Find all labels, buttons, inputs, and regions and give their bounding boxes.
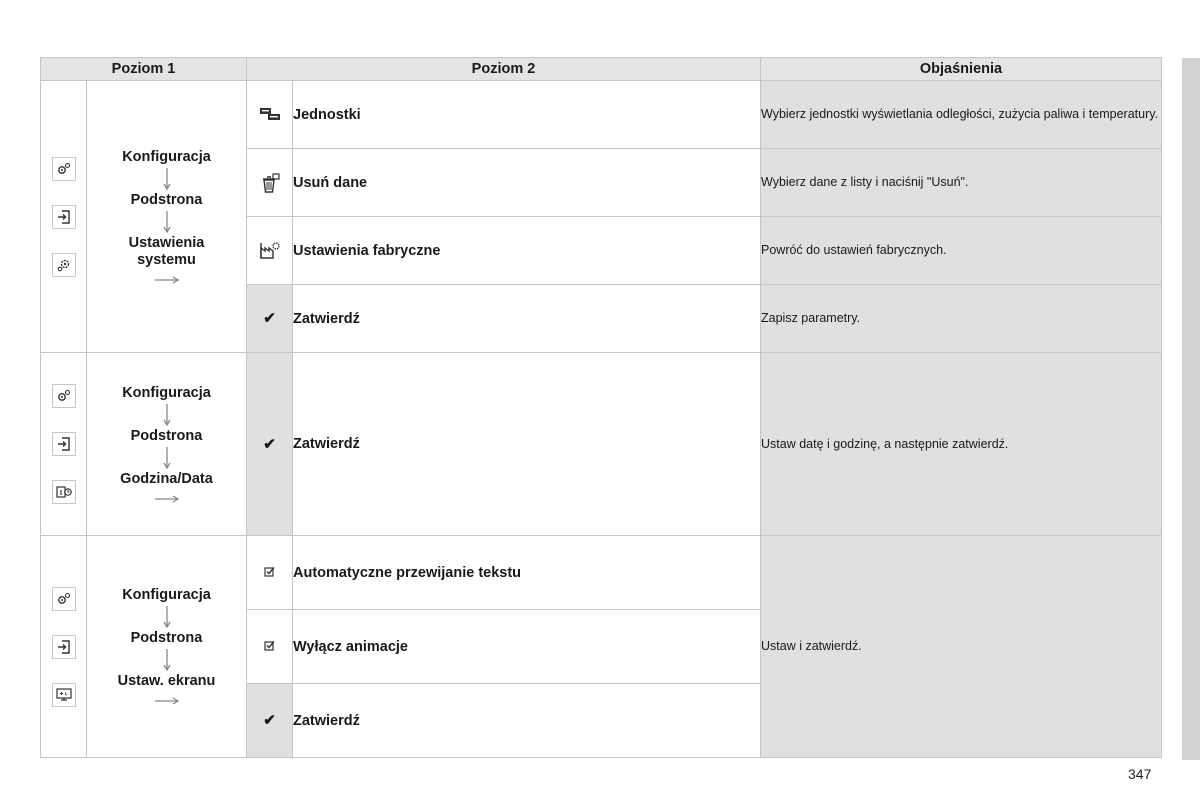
header-explanations: Objaśnienia xyxy=(761,58,1162,81)
level2-label: Zatwierdź xyxy=(293,353,761,536)
units-icon xyxy=(247,81,293,149)
explanation: Wybierz jednostki wyświetlania odległości, zużycia paliwa i temperatury. xyxy=(761,81,1162,149)
path-step: Ustawienia systemu xyxy=(128,234,205,268)
side-tab xyxy=(1182,58,1200,760)
path-step: Podstrona xyxy=(130,191,203,208)
header-row xyxy=(41,58,1162,81)
path-step: Podstrona xyxy=(130,630,203,646)
gears-icon xyxy=(52,587,76,611)
explanation: Ustaw i zatwierdź. xyxy=(761,536,1162,758)
arrow-down-icon xyxy=(162,210,172,234)
level1-icons xyxy=(41,536,87,758)
arrow-down-icon xyxy=(162,446,172,470)
path-step: Podstrona xyxy=(130,427,203,444)
screen-settings-icon xyxy=(52,683,76,707)
explanation: Zapisz parametry. xyxy=(761,285,1162,353)
level2-label: Usuń dane xyxy=(293,149,761,217)
level1-icons xyxy=(41,353,87,536)
checkmark-icon: ✔ xyxy=(247,285,293,353)
enter-page-icon xyxy=(52,635,76,659)
date-time-icon xyxy=(52,480,76,504)
path-step: Ustaw. ekranu xyxy=(117,673,216,689)
settings-table xyxy=(40,57,1162,758)
level1-path xyxy=(87,81,247,353)
page-number: 347 xyxy=(1128,766,1152,782)
checkbox-icon xyxy=(247,610,293,684)
arrow-right-icon xyxy=(154,696,180,706)
table-row xyxy=(41,536,1162,610)
level2-label: Zatwierdź xyxy=(293,285,761,353)
explanation: Ustaw datę i godzinę, a następnie zatwierdź. xyxy=(761,353,1162,536)
table-row xyxy=(41,81,1162,149)
path-step: Konfiguracja xyxy=(122,587,211,603)
level1-path xyxy=(87,536,247,758)
checkbox-icon xyxy=(247,536,293,610)
level2-label: Wyłącz animacje xyxy=(293,610,761,684)
level2-label: Zatwierdź xyxy=(293,684,761,758)
path-step: Godzina/Data xyxy=(120,470,213,487)
settings-gear-icon xyxy=(52,253,76,277)
arrow-down-icon xyxy=(162,648,172,672)
arrow-right-icon xyxy=(154,275,180,285)
table-row xyxy=(41,353,1162,536)
path-step: Konfiguracja xyxy=(122,384,211,401)
header-level2: Poziom 2 xyxy=(247,58,761,81)
level2-label: Automatyczne przewijanie tekstu xyxy=(293,536,761,610)
arrow-down-icon xyxy=(162,605,172,629)
arrow-down-icon xyxy=(162,167,172,191)
level1-icons xyxy=(41,81,87,353)
arrow-right-icon xyxy=(154,494,180,504)
gears-icon xyxy=(52,157,76,181)
delete-data-icon xyxy=(247,149,293,217)
level2-label: Ustawienia fabryczne xyxy=(293,217,761,285)
explanation: Powróć do ustawień fabrycznych. xyxy=(761,217,1162,285)
enter-page-icon xyxy=(52,432,76,456)
factory-settings-icon xyxy=(247,217,293,285)
checkmark-icon: ✔ xyxy=(247,353,293,536)
level1-path xyxy=(87,353,247,536)
checkmark-icon: ✔ xyxy=(247,684,293,758)
explanation: Wybierz dane z listy i naciśnij "Usuń". xyxy=(761,149,1162,217)
header-level1: Poziom 1 xyxy=(41,58,247,81)
level2-label: Jednostki xyxy=(293,81,761,149)
path-step: Konfiguracja xyxy=(122,148,211,165)
gears-icon xyxy=(52,384,76,408)
enter-page-icon xyxy=(52,205,76,229)
arrow-down-icon xyxy=(162,403,172,427)
